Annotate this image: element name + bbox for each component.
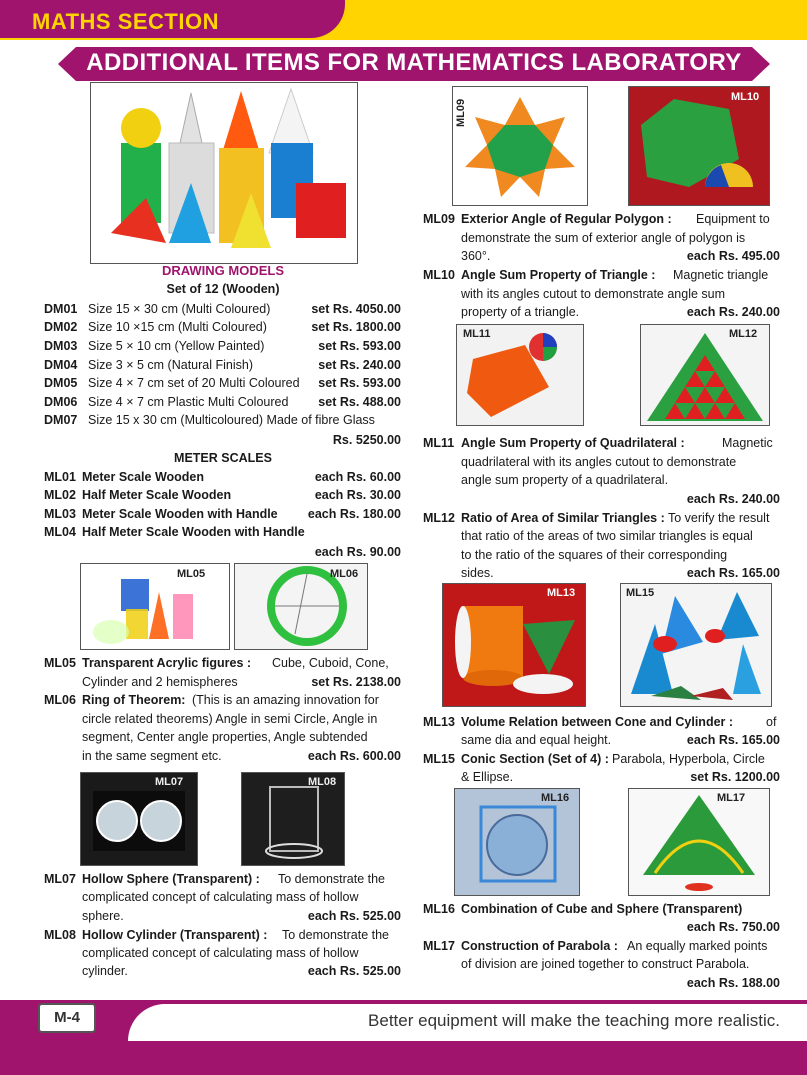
dm-desc: Size 15 × 30 cm (Multi Coloured) [88, 302, 271, 316]
dm-price: set Rs. 593.00 [318, 339, 401, 353]
drawing-models-subtitle: Set of 12 (Wooden) [166, 282, 280, 296]
ml13-code: ML13 [423, 715, 455, 729]
ml09-desc: 360°. [461, 249, 491, 263]
dm-code: DM01 [44, 302, 78, 316]
ml07-code: ML07 [44, 872, 76, 886]
ml10-code: ML10 [423, 268, 455, 282]
ml12-title: Ratio of Area of Similar Triangles : [461, 511, 665, 525]
footer-tagline: Better equipment will make the teaching more realistic. [368, 1011, 780, 1030]
ml09-desc: demonstrate the sum of exterior angle of polygon is [461, 231, 746, 245]
ml06-desc: circle related theorems) Angle in semi Circle, Angle in [82, 712, 378, 726]
ml08-price: each Rs. 525.00 [307, 964, 401, 978]
ml-price: each Rs. 60.00 [314, 470, 401, 484]
ml08-image-label: ML08 [308, 776, 337, 788]
ml15-title: Conic Section (Set of 4) : [461, 752, 609, 766]
dm-price: set Rs. 240.00 [318, 358, 401, 372]
ml05-desc: Cube, Cuboid, Cone, [272, 656, 389, 670]
dm-desc: Size 10 ×15 cm (Multi Coloured) [88, 320, 267, 334]
ml09-code: ML09 [423, 212, 455, 226]
ml07-image-label: ML07 [155, 776, 184, 788]
ml09-image [452, 86, 588, 206]
ml16-price: each Rs. 750.00 [686, 920, 780, 934]
drawing-models-title: DRAWING MODELS [161, 263, 285, 278]
ml16-image-label: ML16 [541, 792, 570, 804]
ml17-desc: of division are joined together to construct Parabola. [461, 957, 750, 971]
ml17-code: ML17 [423, 939, 455, 953]
ml08-desc: To demonstrate the [282, 928, 390, 942]
dm-price: set Rs. 1800.00 [311, 320, 401, 334]
ml10-desc: property of a triangle. [461, 305, 580, 319]
ml11-price: each Rs. 240.00 [686, 492, 780, 506]
ml07-title: Hollow Sphere (Transparent) : [82, 872, 260, 886]
ml-desc: Meter Scale Wooden [82, 470, 205, 484]
ml07-image [80, 772, 198, 866]
ml05-image-label: ML05 [177, 568, 206, 580]
ml13-image-label: ML13 [547, 587, 576, 599]
ml13-desc: same dia and equal height. [461, 733, 612, 747]
ml11-desc: angle sum property of a quadrilateral. [461, 473, 669, 487]
dm-code: DM03 [44, 339, 78, 353]
ml-code: ML01 [44, 470, 76, 484]
ml15-desc: & Ellipse. [461, 770, 514, 784]
ml15-image [620, 583, 772, 707]
ml10-image [628, 86, 770, 206]
section-title: MATHS SECTION [32, 9, 219, 34]
ml15-price: set Rs. 1200.00 [690, 770, 780, 784]
ml08-desc: complicated concept of calculating mass of hollow [82, 946, 359, 960]
ml05-desc: Cylinder and 2 hemispheres [82, 675, 238, 689]
ml07-price: each Rs. 525.00 [307, 909, 401, 923]
ml-code: ML04 [44, 525, 76, 539]
dm-price: set Rs. 593.00 [318, 376, 401, 390]
meter-scales-title: METER SCALES [174, 451, 272, 465]
dm-desc: Size 15 x 30 cm (Multicoloured) Made of fibre Glass [88, 413, 375, 427]
ml12-code: ML12 [423, 511, 455, 525]
ml13-price: each Rs. 165.00 [686, 733, 780, 747]
ml09-title: Exterior Angle of Regular Polygon : [461, 212, 672, 226]
page-number: M-4 [38, 1003, 96, 1033]
ml16-title: Combination of Cube and Sphere (Transparent) [461, 902, 743, 916]
ml-code: ML03 [44, 507, 76, 521]
ml10-desc: Magnetic triangle [673, 268, 769, 282]
ml07-desc: sphere. [82, 909, 124, 923]
ml09-image-label: ML09 [455, 98, 467, 127]
ml15-code: ML15 [423, 752, 455, 766]
ml12-image [640, 324, 770, 426]
ml06-title: Ring of Theorem: [82, 693, 186, 707]
ml15-image-label: ML15 [626, 587, 655, 599]
ml06-price: each Rs. 600.00 [307, 749, 401, 763]
dm-code: DM06 [44, 395, 78, 409]
ml06-desc: in the same segment etc. [82, 749, 222, 763]
ml08-desc: cylinder. [82, 964, 128, 978]
ml11-desc: quadrilateral with its angles cutout to demonstrate [461, 455, 737, 469]
ml12-desc: to the ratio of the squares of their corresponding [461, 548, 728, 562]
ml08-title: Hollow Cylinder (Transparent) : [82, 928, 268, 942]
dm-code: DM02 [44, 320, 78, 334]
ml07-desc: To demonstrate the [278, 872, 386, 886]
ml10-image-label: ML10 [731, 91, 760, 103]
dm-code: DM04 [44, 358, 78, 372]
ml05-image [80, 563, 230, 650]
dm-price: set Rs. 4050.00 [311, 302, 401, 316]
ml-code: ML02 [44, 488, 76, 502]
dm-code: DM05 [44, 376, 78, 390]
page-banner-title: ADDITIONAL ITEMS FOR MATHEMATICS LABORATORY [86, 49, 742, 76]
ml06-desc: segment, Center angle properties, Angle subtended [82, 730, 368, 744]
dm-desc: Size 5 × 10 cm (Yellow Painted) [88, 339, 265, 353]
ml08-image [241, 772, 345, 866]
ml06-image-label: ML06 [330, 568, 359, 580]
ml09-price: each Rs. 495.00 [686, 249, 780, 263]
ml11-desc: Magnetic [722, 436, 773, 450]
drawing-models-image [90, 82, 358, 264]
ml17-title: Construction of Parabola : [461, 939, 618, 953]
ml-price: each Rs. 90.00 [314, 545, 401, 559]
ml-desc: Half Meter Scale Wooden with Handle [82, 525, 305, 539]
ml-price: each Rs. 180.00 [307, 507, 401, 521]
ml08-code: ML08 [44, 928, 76, 942]
ml07-desc: complicated concept of calculating mass of hollow [82, 890, 359, 904]
ml16-code: ML16 [423, 902, 455, 916]
ml-desc: Meter Scale Wooden with Handle [82, 507, 278, 521]
ml12-desc: To verify the result [668, 511, 770, 525]
ml17-price: each Rs. 188.00 [686, 976, 780, 990]
dm-desc: Size 3 × 5 cm (Natural Finish) [88, 358, 253, 372]
ml-desc: Half Meter Scale Wooden [82, 488, 232, 502]
ml05-code: ML05 [44, 656, 76, 670]
dm-price: set Rs. 488.00 [318, 395, 401, 409]
ml17-image-label: ML17 [717, 792, 746, 804]
ml17-desc: An equally marked points [627, 939, 768, 953]
dm-price: Rs. 5250.00 [332, 433, 401, 447]
ml13-title: Volume Relation between Cone and Cylinder : [461, 715, 734, 729]
ml06-code: ML06 [44, 693, 76, 707]
ml05-price: set Rs. 2138.00 [311, 675, 401, 689]
dm-code: DM07 [44, 413, 78, 427]
ml15-desc: Parabola, Hyperbola, Circle [612, 752, 765, 766]
ml17-image [628, 788, 770, 896]
ml09-desc: Equipment to [696, 212, 770, 226]
ml12-desc: that ratio of the areas of two similar triangles is equal [461, 529, 753, 543]
dm-desc: Size 4 × 7 cm set of 20 Multi Coloured [88, 376, 300, 390]
ml13-image [442, 583, 586, 707]
ml06-image [234, 563, 368, 650]
ml12-desc: sides. [461, 566, 494, 580]
ml06-desc: (This is an amazing innovation for [192, 693, 379, 707]
ml13-desc: of [766, 715, 777, 729]
ml12-image-label: ML12 [729, 328, 758, 340]
ml10-desc: with its angles cutout to demonstrate angle sum [461, 287, 726, 301]
ml10-title: Angle Sum Property of Triangle : [461, 268, 656, 282]
ml11-code: ML11 [423, 436, 455, 450]
ml05-title: Transparent Acrylic figures : [82, 656, 252, 670]
ml-price: each Rs. 30.00 [314, 488, 401, 502]
ml11-image [456, 324, 584, 426]
dm-desc: Size 4 × 7 cm Plastic Multi Coloured [88, 395, 289, 409]
ml16-image [454, 788, 580, 896]
ml11-title: Angle Sum Property of Quadrilateral : [461, 436, 685, 450]
ml11-image-label: ML11 [463, 328, 491, 340]
ml12-price: each Rs. 165.00 [686, 566, 780, 580]
ml10-price: each Rs. 240.00 [686, 305, 780, 319]
